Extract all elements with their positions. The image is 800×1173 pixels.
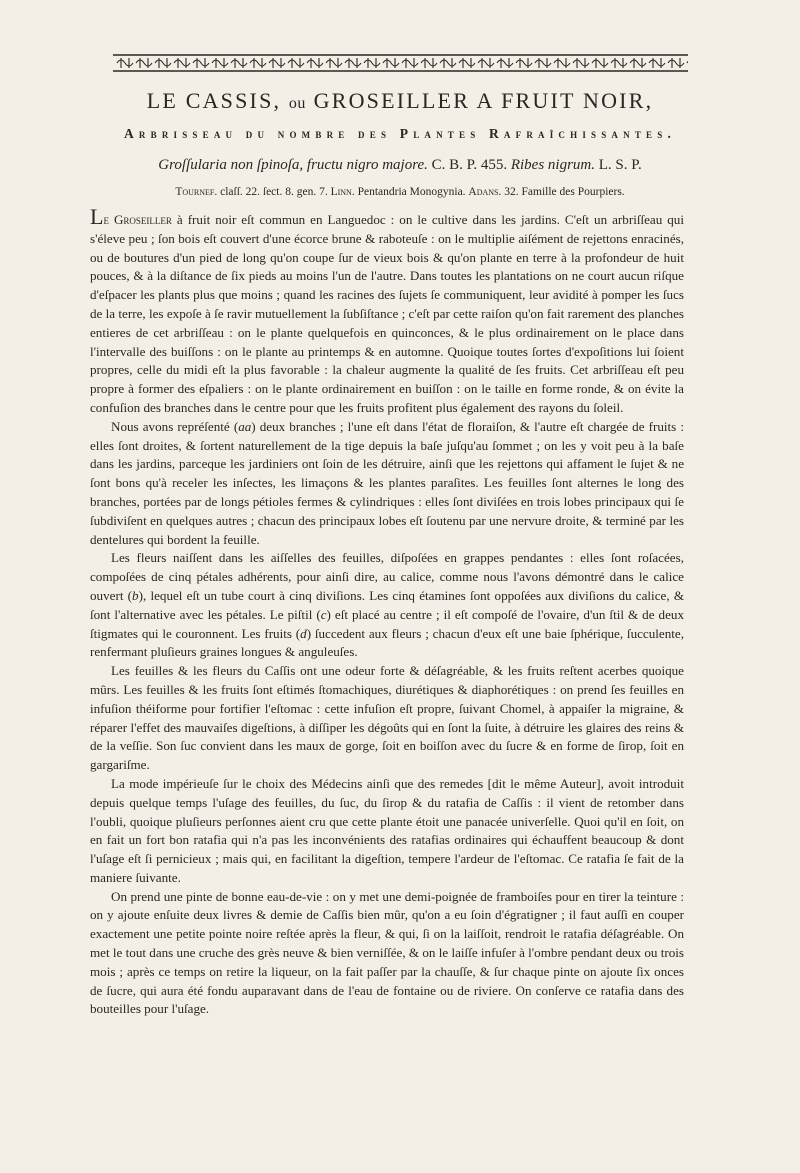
- paragraph-3-text-b: ), lequel eſt un tube court à cinq diviſions. Les cinq étamines ſont oppoſées aux diviſions du calice, & ſont l'alternative avec les pétales. Le piſtil (: [90, 587, 684, 622]
- author-linn: Linn.: [330, 186, 355, 198]
- latin-ref-b: L. S. P.: [595, 157, 642, 173]
- paragraph-3: [90, 549, 684, 662]
- paragraph-2: [90, 418, 684, 550]
- ornament-motif: [364, 58, 380, 68]
- classification-line: [0, 184, 800, 200]
- drop-cap: L: [90, 204, 104, 229]
- ornament-motif: [516, 58, 532, 68]
- ornament-motif: [250, 58, 266, 68]
- title-conjunction: ou: [288, 95, 306, 112]
- ornament-motif: [459, 58, 475, 68]
- title-part-b: GROSEILLER A FRUIT NOIR,: [313, 88, 654, 113]
- page-title: [0, 86, 800, 119]
- ornament-motif: [288, 58, 304, 68]
- paragraph-1-text: à fruit noir eſt commun en Languedoc : on le cultive dans les jardins. C'eſt un arbriſſeau qui s'éleve peu ; ſon bois eſt couvert d'une écorce brune & raboteuſe : on le multiplie aiſément de rejettons enracinés, ou de boutures d'un pied de long qu'on coupe ſur de vieux bois & qu'on plante en terre à la profondeur de huit pouces, & à la diſtance de ſix pieds au moins l'un de l'autre. Dans toutes les plantations on ne court aucun riſque d'eſpacer les plants plus que moins ; quand les racines des ſujets ſe communiquent, leur avidité à pomper les ſucs de la terre, les expoſe à ſe ravir mutuellement la ſubſiſtance ; c'eſt par cette raiſon qu'on fait rarement des planches entieres de cet arbriſſeau : on le plante quelquefois en quinconces, & le plus ordinairement on le place dans l'intervalle des buiſſons : on le plante au printemps & en automne. Quoique toutes ſortes d'expoſitions lui ſoient propres, celle du midi eſt la plus favorable : la chaleur augmente la qualité de ſes fruits. Cet arbriſſeau eſt peu propre à former des eſpaliers : on le plante ordinairement en buiſſon : on le taille en forme ronde, & on évite la confuſion des branches dans le centre pour que les fruits profitent plus également des rayons du ſoleil.: [90, 212, 684, 415]
- ornament-motif: [136, 58, 152, 68]
- paragraph-6: On prend une pinte de bonne eau-de-vie : on y met une demi-poignée de framboiſes pour en tirer la teinture : on y ajoute enſuite deux livres & demie de Caſſis bien mûr, qu'on a eu ſoin d'égratigner ; il faut auſſi en couper exactement une petite pointe noire reſtée après la fleur, & qui, ſi on la laiſſoit, rendroit le ratafia déſagréable. On met le tout dans une cruche des grès neuve & bien verniſſée, & on le laiſſe infuſer à l'ombre pendant deux ou trois mois ; après ce temps on retire la liqueur, on la fait paſſer par la chauſſe, & ſur chaque pinte on ajoute ſix onces de ſucre, qui aura été fondu auparavant dans de l'eau de fontaine ou de riviere. On conſerve ce ratafia dans des bouteilles pour l'uſage.: [90, 888, 684, 1017]
- paragraph-2-text-a: Nous avons repréſenté (: [111, 418, 239, 434]
- latin-synonyms: [0, 154, 800, 176]
- linn-ref: Pentandria Monogynia.: [354, 186, 469, 198]
- decorative-border-ornament: [113, 52, 688, 74]
- author-adans: Adans.: [468, 186, 502, 198]
- paragraph-3-text-c: ) eſt placé au centre ; il eſt compoſé de l'ovaire, d'un ſtil & de deux ſtigmates qui le couronnent. Les fruits (: [90, 606, 684, 641]
- ornament-motif: [117, 58, 133, 68]
- ornament-motif: [478, 58, 494, 68]
- ornament-motif: [269, 58, 285, 68]
- ornament-motif: [497, 58, 513, 68]
- paragraph-5: La mode impérieuſe ſur le choix des Médecins ainſi que des remedes [dit le même Auteur], avoit introduit depuis quelque temps l'uſage des feuilles, du ſuc, du ſirop & du ratafia de Caſſis : il vient de retomber dans l'oubli, quoique pluſieurs perſonnes aient cru que cette plante étoit une panacée univerſelle. Quoi qu'il en ſoit, on en fait un fort bon ratafia qui n'a pas les inconvénients des ratafias ordinaires qui échauffent beaucoup & dont l'uſage eſt ſi pernicieux ; mais qui, en facilitant la digeſtion, tempere l'ardeur de l'eſtomac. Ce ratafia ſe fait de la maniere ſuivante.: [90, 775, 684, 885]
- title-part-a: LE CASSIS,: [146, 88, 282, 113]
- paragraph-4: Les feuilles & les fleurs du Caſſis ont une odeur forte & déſagréable, & les fruits reſtent acerbes quoique mûrs. Les feuilles & les fruits ſont eſtimés ſtomachiques, diurétiques & diaphorétiques : on prend ſes feuilles en infuſion théiforme pour fortifier l'eſtomac : cette infuſion eſt propre, ſuivant Chomel, à appaiſer la migraine, & réparer l'effet des mauvaiſes digeſtions, à diſſiper les dégoûts qui en ſont la ſuite, à détruire les glaires des reins & de la veſſie. Son ſuc convient dans les maux de gorge, ſoit en boiſſon avec du ſucre & en forme de ſirop, ſoit en gargariſme.: [90, 663, 684, 773]
- ornament-motif: [345, 58, 361, 68]
- ornament-motif: [687, 58, 688, 68]
- figure-ref-c: c: [320, 606, 327, 622]
- ornament-motif: [383, 58, 399, 68]
- figure-ref-d: d: [300, 625, 307, 641]
- body-text: [90, 204, 685, 1019]
- ornament-motif: [440, 58, 456, 68]
- ornament-motif: [630, 58, 646, 68]
- figure-ref-aa: aa: [238, 418, 252, 434]
- latin-name-a: Groſſularia non ſpinoſa, fructu nigro majore.: [158, 157, 428, 173]
- ornament-motif: [421, 58, 437, 68]
- ornament-motif: [155, 58, 171, 68]
- ornament-motif: [174, 58, 190, 68]
- ornament-motif: [212, 58, 228, 68]
- author-tournef: Tournef.: [175, 186, 218, 198]
- ornament-motif: [554, 58, 570, 68]
- ornament-motif: [668, 58, 684, 68]
- ornament-motif: [307, 58, 323, 68]
- latin-ref-a: C. B. P. 455.: [427, 157, 511, 173]
- paragraph-1-lead: e Groseiller: [103, 212, 172, 227]
- latin-name-b: Ribes nigrum.: [510, 157, 596, 173]
- paragraph-3-text-d: ) ſuccedent aux fleurs ; chacun d'eux eſt une baie ſphérique, ſucculente, renfermant pluſieurs graines longues & anguleuſes.: [90, 625, 685, 660]
- ornament-motif: [535, 58, 551, 68]
- adans-ref: 32. Famille des Pourpiers.: [501, 186, 625, 198]
- paragraph-1: [90, 204, 684, 418]
- page-subtitle: Arbrisseau du nombre des Plantes Rafraîchissantes.: [123, 126, 677, 141]
- ornament-motif: [573, 58, 589, 68]
- paragraph-2-text-b: ) deux branches ; l'une eſt dans l'état de floraiſon, & l'autre eſt chargée de fruits : elles ſont droites, & ſortent naturellement de la tige depuis la baſe juſqu'au ſommet ; on les y voit peu à la baſe dans les jardins, parceque les jardiniers ont ſoin de les détruire, ainſi que les rejettons qui affament le ſujet & ne ſont bons qu'à receler les inſectes, les limaçons & les plantes paraſites. Les feuilles ſont alternes le long des branches, portées par de longs pétioles fermes & cylindriques : elles ſont diviſées en trois lobes principaux qui ſe ſubdiviſent en quelques autres ; chacun des principaux lobes eſt ſoutenu par une nervure droite, & terminé par les dentelures qui bordent la feuille.: [90, 418, 684, 547]
- ornament-motif: [649, 58, 665, 68]
- ornament-motif: [592, 58, 608, 68]
- paragraph-3-text-a: Les fleurs naiſſent dans les aiſſelles des feuilles, diſpoſées en grappes pendantes : elles ſont roſacées, compoſées de cinq pétales adhérents, pour ainſi dire, au calice, comme nous l'avons démontré dans le calice ouvert (: [90, 550, 684, 603]
- ornament-motif: [231, 58, 247, 68]
- ornament-motif: [402, 58, 418, 68]
- ornament-motif: [611, 58, 627, 68]
- ornament-motif: [326, 58, 342, 68]
- ornament-motif: [193, 58, 209, 68]
- tournef-ref: claſſ. 22. ſect. 8. gen. 7.: [217, 186, 331, 198]
- figure-ref-b: b: [132, 587, 139, 603]
